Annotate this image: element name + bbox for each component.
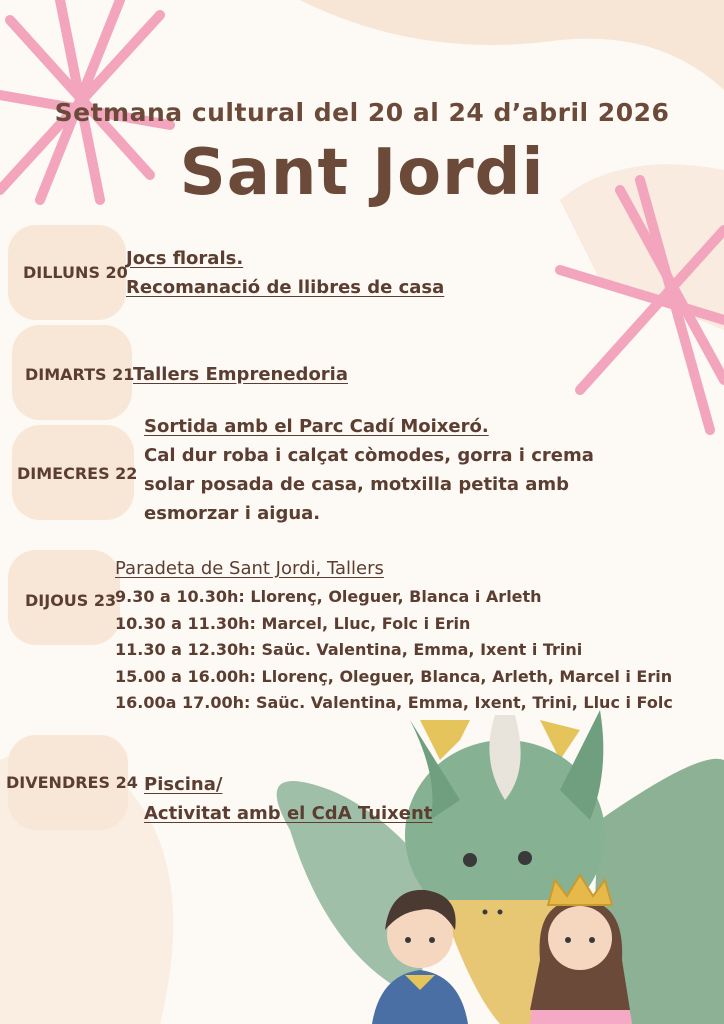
event-subtitle: Setmana cultural del 20 al 24 d’abril 2026	[54, 98, 670, 127]
day-label-monday: DILLUNS 20	[23, 263, 128, 282]
day-label-tuesday: DIMARTS 21	[25, 365, 135, 384]
activity-item: Sortida amb el Parc Cadí Moixeró.	[144, 416, 489, 437]
day-label-friday: DIVENDRES 24	[6, 773, 138, 792]
activity-item: solar posada de casa, motxilla petita amb	[144, 474, 570, 495]
friday-activities	[144, 770, 432, 828]
dragon-illustration	[277, 710, 724, 1024]
monday-activities	[126, 244, 444, 302]
activity-item: Recomanació de llibres de casa	[126, 277, 445, 298]
activity-item: Activitat amb el CdA Tuixent	[144, 803, 433, 824]
wednesday-activities	[144, 412, 594, 528]
thursday-schedule	[115, 584, 673, 717]
thursday-heading: Paradeta de Sant Jordi, Tallers	[115, 558, 384, 579]
page-title: Sant Jordi	[179, 136, 545, 210]
activity-item: Piscina/	[144, 774, 223, 795]
schedule-row: 15.00 a 16.00h: Llorenç, Oleguer, Blanca, Arleth, Marcel i Erin	[115, 666, 673, 686]
day-label-wednesday: DIMECRES 22	[17, 464, 138, 483]
schedule-row: 10.30 a 11.30h: Marcel, Lluc, Folc i Erin	[115, 613, 471, 633]
activity-item: Cal dur roba i calçat còmodes, gorra i crema	[144, 445, 594, 466]
schedule-row: 11.30 a 12.30h: Saüc. Valentina, Emma, Ixent i Trini	[115, 640, 583, 659]
activity-item: Jocs florals.	[126, 248, 244, 269]
tuesday-activities	[133, 360, 348, 389]
schedule-row: 9.30 a 10.30h: Llorenç, Oleguer, Blanca i Arleth	[115, 587, 542, 606]
activity-item: Tallers Emprenedoria	[133, 364, 348, 385]
day-label-thursday: DIJOUS 23	[25, 591, 117, 610]
schedule-row: 16.00a 17.00h: Saüc. Valentina, Emma, Ixent, Trini, Lluc i Folc	[115, 693, 673, 712]
activity-item: esmorzar i aigua.	[144, 503, 321, 524]
